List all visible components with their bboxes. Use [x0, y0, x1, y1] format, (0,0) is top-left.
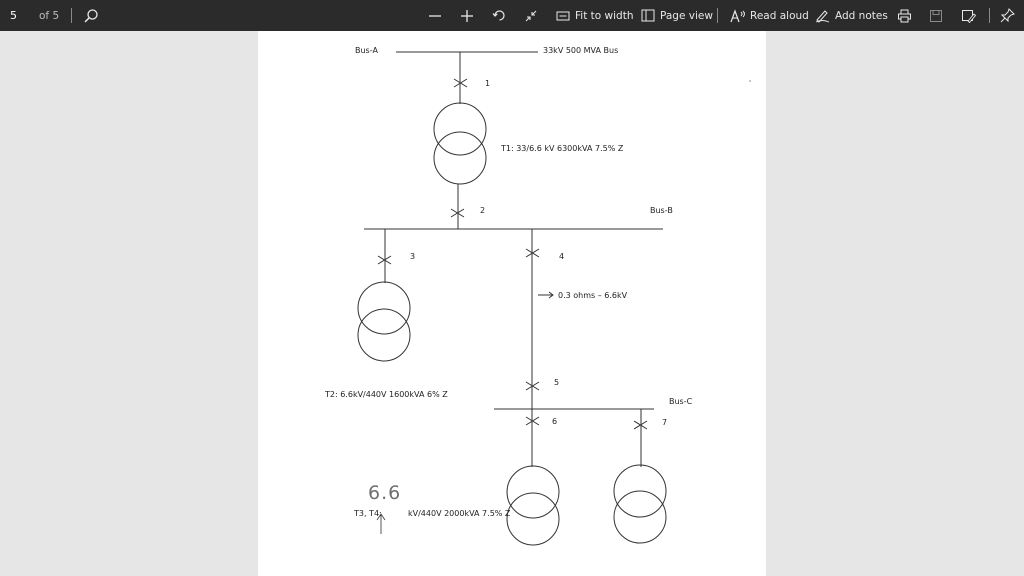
- t2-transformer: [358, 309, 410, 361]
- t2-label: T2: 6.6kV/440V 1600kVA 6% Z: [325, 390, 448, 399]
- t1-transformer: [434, 103, 486, 155]
- bus-b-label: Bus-B: [650, 206, 673, 215]
- breaker-6-label: 6: [552, 417, 558, 426]
- collapse-icon: [524, 9, 538, 23]
- breaker-4-label: 4: [559, 252, 565, 261]
- t3-transformer: [507, 466, 559, 518]
- document-page: [258, 31, 766, 576]
- t3-transformer: [507, 493, 559, 545]
- breaker-7-label: 7: [662, 418, 668, 427]
- breaker-3-label: 3: [410, 252, 416, 261]
- bus-a-label: Bus-A: [355, 46, 378, 55]
- page-count: [39, 0, 59, 31]
- save-as-button[interactable]: [961, 0, 976, 31]
- fit-to-width-label: Fit to width: [575, 9, 634, 22]
- full-screen-button[interactable]: [524, 0, 538, 31]
- read-aloud-button[interactable]: [730, 0, 809, 31]
- save-button[interactable]: [929, 0, 943, 31]
- page-count-label: of 5: [39, 9, 60, 22]
- t1-transformer: [434, 132, 486, 184]
- pen-icon: [815, 8, 830, 23]
- add-notes-button[interactable]: [815, 0, 888, 31]
- search-button[interactable]: [83, 0, 99, 31]
- fit-width-icon: [556, 10, 570, 22]
- pin-icon: [1000, 8, 1015, 23]
- page-view-button[interactable]: [641, 0, 713, 31]
- handwritten-note: 6.6: [368, 482, 402, 504]
- toolbar-divider: [717, 8, 718, 23]
- page-number[interactable]: 5: [10, 9, 17, 22]
- add-notes-label: Add notes: [835, 9, 888, 22]
- t1-label: T1: 33/6.6 kV 6300kVA 7.5% Z: [501, 144, 624, 153]
- toolbar-divider: [71, 8, 72, 23]
- printer-icon: [897, 9, 912, 23]
- reader-toolbar: [0, 0, 1024, 31]
- single-line-diagram: [258, 31, 766, 576]
- print-button[interactable]: [897, 0, 912, 31]
- rotate-icon: [492, 8, 507, 23]
- read-aloud-icon: [730, 9, 746, 23]
- bus-a-rating: 33kV 500 MVA Bus: [543, 46, 619, 55]
- pin-toolbar-button[interactable]: [1000, 0, 1015, 31]
- zoom-out-button[interactable]: [428, 0, 442, 31]
- page-number-box[interactable]: [10, 0, 17, 31]
- t3-t4-label-prefix: T3, T4:: [354, 509, 382, 518]
- minus-icon: [428, 9, 442, 23]
- fit-to-width-button[interactable]: [556, 0, 633, 31]
- rotate-button[interactable]: [492, 0, 507, 31]
- toolbar-divider: [989, 8, 990, 23]
- read-aloud-label: Read aloud: [750, 9, 809, 22]
- breaker-1-label: 1: [485, 79, 491, 88]
- zoom-in-button[interactable]: [460, 0, 474, 31]
- breaker-2-label: 2: [480, 206, 486, 215]
- page-view-icon: [641, 9, 655, 22]
- search-icon: [83, 8, 99, 24]
- plus-icon: [460, 9, 474, 23]
- t2-transformer: [358, 282, 410, 334]
- breaker-5-label: 5: [554, 378, 560, 387]
- save-as-icon: [961, 9, 976, 23]
- page-view-label: Page view: [660, 9, 713, 22]
- save-icon: [929, 9, 943, 23]
- stray-dot: [749, 80, 751, 82]
- bus-c-label: Bus-C: [669, 397, 693, 406]
- line-impedance-label: 0.3 ohms – 6.6kV: [558, 291, 628, 300]
- t3-t4-label-suffix: kV/440V 2000kVA 7.5% Z: [408, 509, 511, 518]
